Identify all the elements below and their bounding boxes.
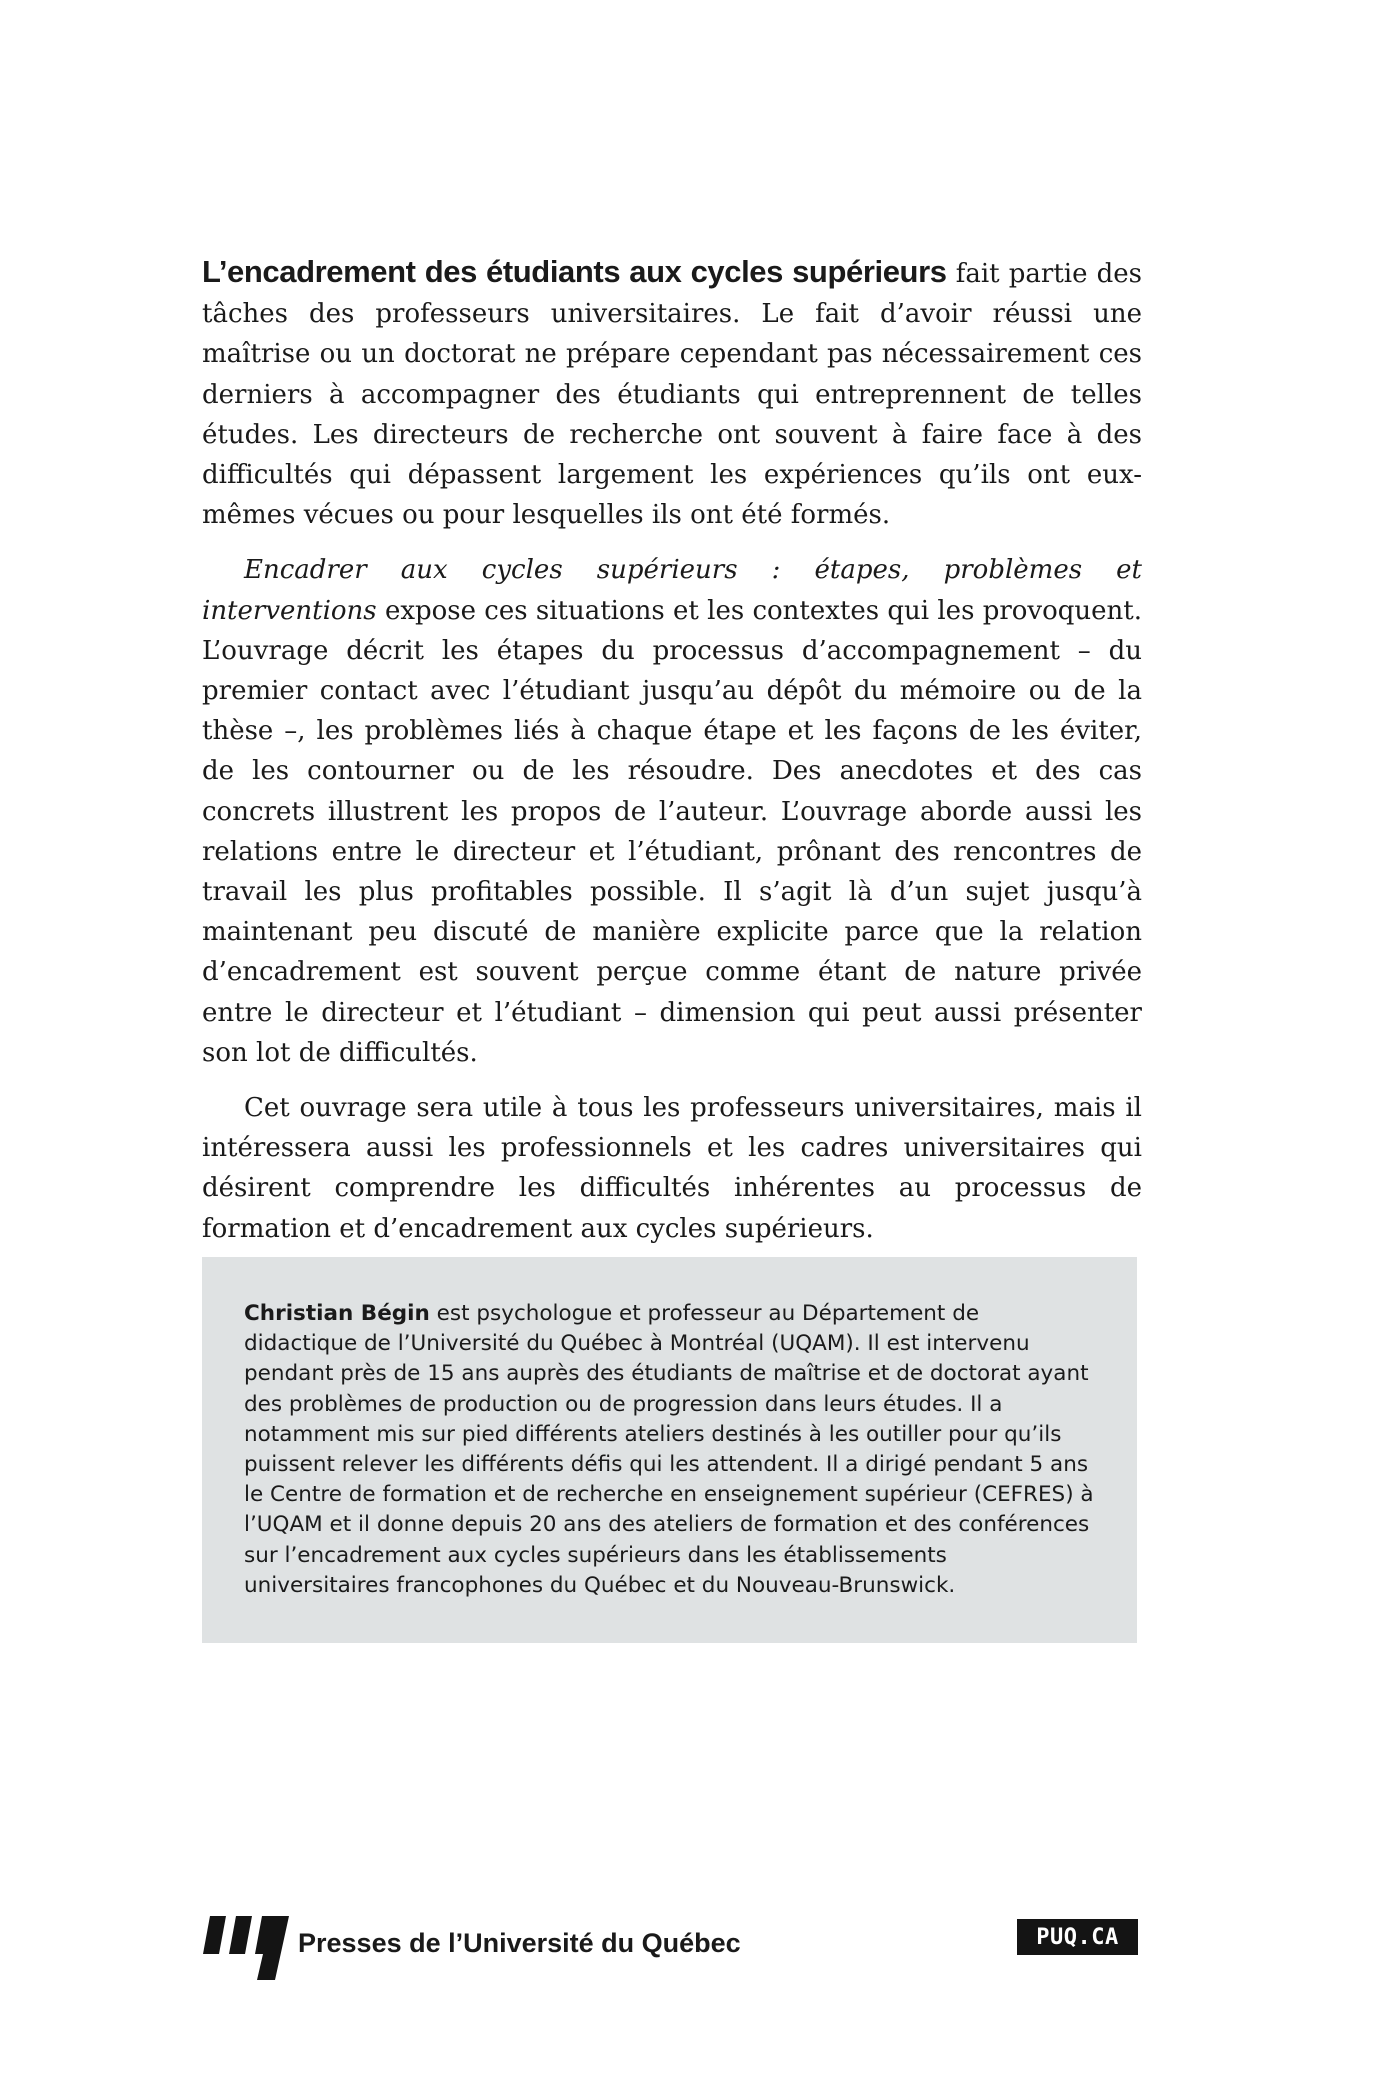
author-bio-box [202,1257,1137,1643]
paragraph-1-text: fait partie des tâches des professeurs universitaires. Le fait d’avoir réussi une maîtrise ou un doctorat ne prépare cependant pas nécessairement ces derniers à accompagner des étudiants qui entreprennent de telles études. Les directeurs de recherche ont souvent à faire face à des difficultés qui dépassent largement les expériences qu’ils ont eux-mêmes vécues ou pour lesquelles ils ont été formés. [202,259,1142,531]
author-name: Christian Bégin [244,1301,430,1326]
puq-logo-icon [203,1916,289,1980]
website-badge: PUQ.CA [1017,1919,1138,1955]
author-bio-text: est psychologue et professeur au Département de didactique de l’Université du Québec à Montréal (UQAM). Il est intervenu pendant près de 15 ans auprès des étudiants de maîtrise et de doctorat ayant des problèmes de production ou de progression dans leurs études. Il a notamment mis sur pied différents ateliers destinés à les outiller pour qu’ils puissent relever les différents défis qui les attendent. Il a dirigé pendant 5 ans le Centre de formation et de recherche en enseignement supérieur (CEFRES) à l’UQAM et il donne depuis 20 ans des ateliers de formation et des conférences sur l’encadrement aux cycles supérieurs dans les établissements universitaires francophones du Québec et du Nouveau-Brunswick. [244,1301,1094,1598]
publisher-name: Presses de l’Université du Québec [298,1928,741,1958]
summary-paragraph-3: Cet ouvrage sera utile à tous les professeurs universitaires, mais il intéressera aussi les professionnels et les cadres universitaires qui désirent comprendre les difficultés inhérentes au processus de formation et d’encadrement aux cycles supérieurs. [202,1093,1142,1244]
summary-text [202,252,1142,1264]
author-bio [244,1299,1097,1601]
lead-title: L’encadrement des étudiants aux cycles supérieurs [202,254,947,289]
book-title: Encadrer aux cycles supérieurs : étapes, problèmes et interventions [202,555,1142,626]
summary-paragraph-1 [202,252,1142,535]
summary-paragraph-2 [202,550,1142,1073]
paragraph-2-text: expose ces situations et les contextes qui les provoquent. L’ouvrage décrit les étapes du processus d’accompagnement – du premier contact avec l’étudiant jusqu’au dépôt du mémoire ou de la thèse –, les problèmes liés à chaque étape et les façons de les éviter, de les contourner ou de les résoudre. Des anecdotes et des cas concrets illustrent les propos de l’auteur. L’ouvrage aborde aussi les relations entre le directeur et l’étudiant, prônant des rencontres de travail les plus profitables possible. Il s’agit là d’un sujet jusqu’à maintenant peu discuté de manière explicite parce que la relation d’encadrement est souvent perçue comme étant de nature privée entre le directeur et l’étudiant – dimension qui peut aussi présenter son lot de difficultés. [202,595,1142,1068]
